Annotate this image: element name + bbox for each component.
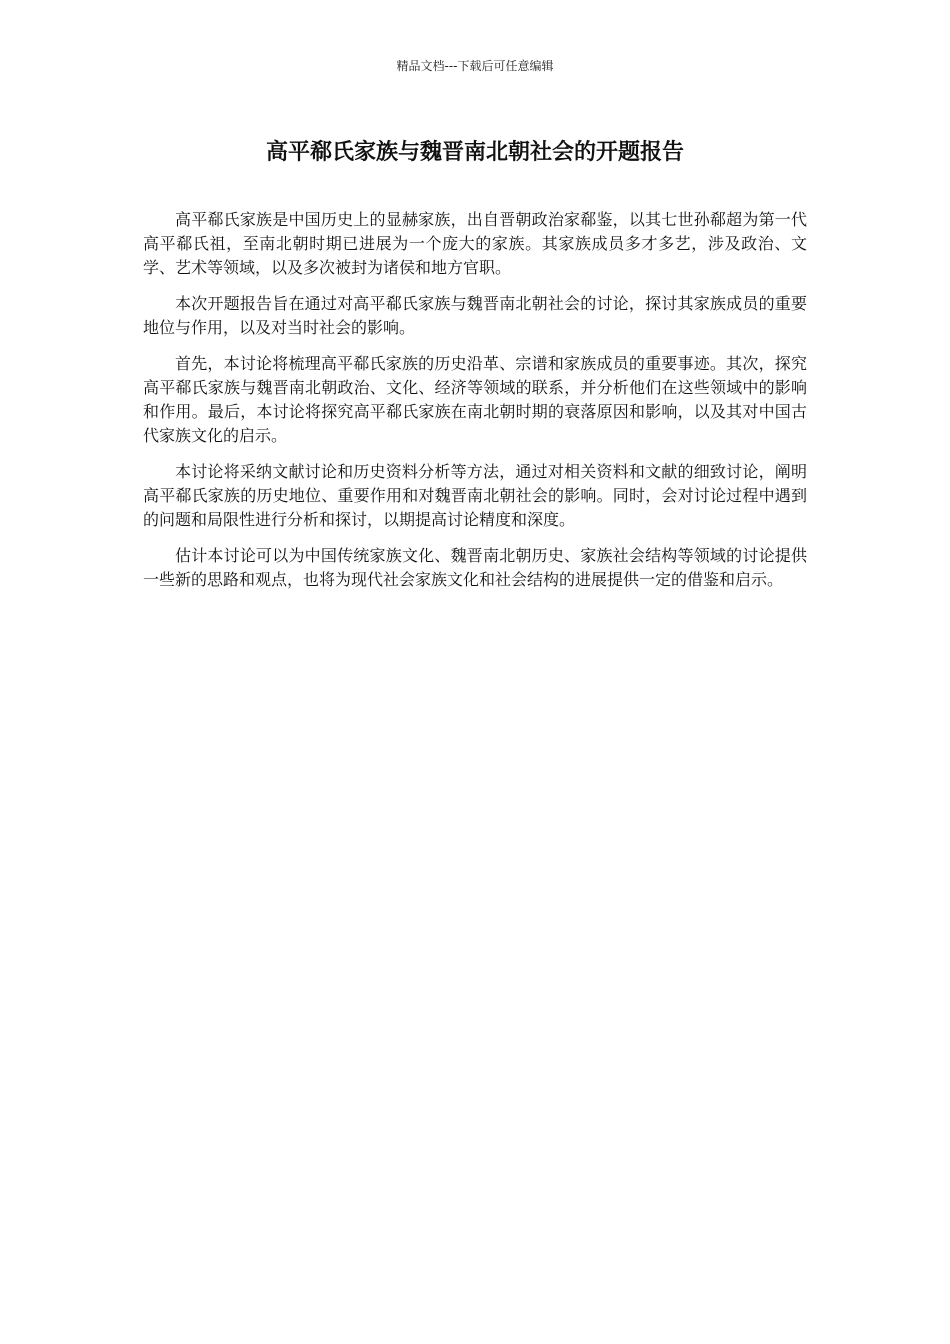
document-body [143,208,807,604]
paragraph-5: 估计本讨论可以为中国传统家族文化、魏晋南北朝历史、家族社会结构等领域的讨论提供一些新的思路和观点，也将为现代社会家族文化和社会结构的进展提供一定的借鉴和启示。 [143,546,807,589]
page-title: 高平郗氏家族与魏晋南北朝社会的开题报告 [265,140,684,165]
paragraph-4: 本讨论将采纳文献讨论和历史资料分析等方法，通过对相关资料和文献的细致讨论，阐明高平郗氏家族的历史地位、重要作用和对魏晋南北朝社会的影响。同时，会对讨论过程中遇到的问题和局限性进行分析和探讨，以期提高讨论精度和深度。 [143,462,807,529]
paragraph-2: 本次开题报告旨在通过对高平郗氏家族与魏晋南北朝社会的讨论，探讨其家族成员的重要地位与作用，以及对当时社会的影响。 [143,294,807,337]
header-note: 精品文档---下载后可任意编辑 [396,59,554,73]
paragraph-3: 首先，本讨论将梳理高平郗氏家族的历史沿革、宗谱和家族成员的重要事迹。其次，探究高平郗氏家族与魏晋南北朝政治、文化、经济等领域的联系，并分析他们在这些领域中的影响和作用。最后，本讨论将探究高平郗氏家族在南北朝时期的衰落原因和影响，以及其对中国古代家族文化的启示。 [143,354,807,445]
paragraph-1: 高平郗氏家族是中国历史上的显赫家族，出自晋朝政治家郗鉴，以其七世孙郗超为第一代高平郗氏祖，至南北朝时期已进展为一个庞大的家族。其家族成员多才多艺，涉及政治、文学、艺术等领域，以及多次被封为诸侯和地方官职。 [143,210,807,277]
